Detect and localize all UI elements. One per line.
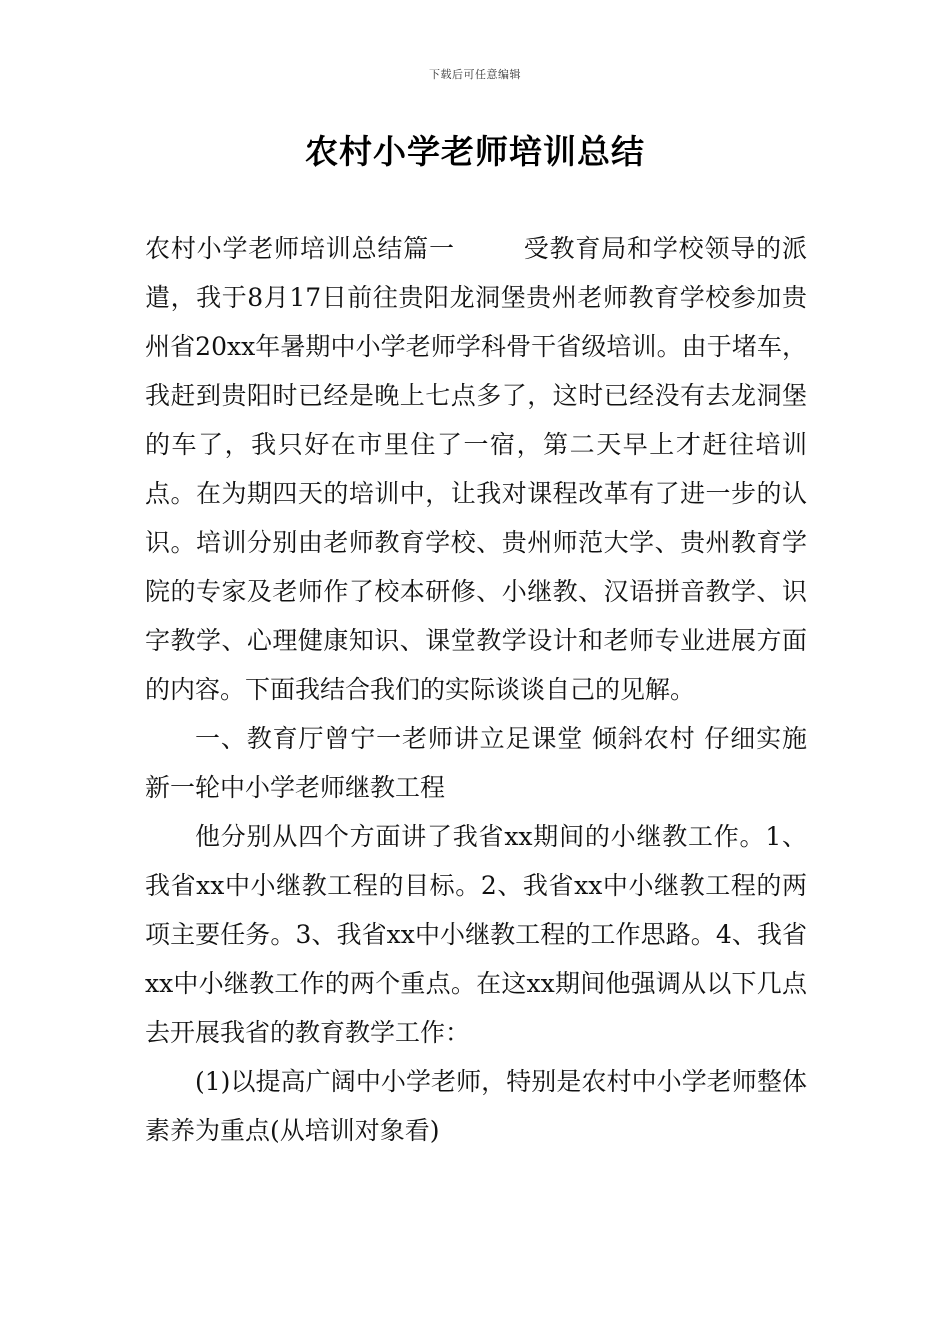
body-paragraph: 他分别从四个方面讲了我省xx期间的小继教工作。1、我省xx中小继教工程的目标。2、我省xx中小继教工程的两项主要任务。3、我省xx中小继教工程的工作思路。4、我省xx中小继教工作的两个重点。在这xx期间他强调从以下几点去开展我省的教育教学工作：	[145, 822, 807, 1047]
paragraph-text: 受教育局和学校领导的派遣，我于8月17日前往贵阳龙洞堡贵州老师教育学校参加贵州省20xx年暑期中小学老师学科骨干省级培训。由于堵车，我赶到贵阳时已经是晚上七点多了，这时已经没有去龙洞堡的车了，我只好在市里住了一宿，第二天早上才赶往培训点。在为期四天的培训中，让我对课程改革有了进一步的认识。培训分别由老师教育学校、贵州师范大学、贵州教育学院的专家及老师作了校本研修、小继教、汉语拼音教学、识字教学、心理健康知识、课堂教学设计和老师专业进展方面的内容。下面我结合我们的实际谈谈自己的见解。	[145, 234, 807, 704]
intro-paragraph	[145, 224, 807, 714]
document-body	[145, 224, 807, 1155]
page-title: 农村小学老师培训总结	[305, 132, 645, 171]
header-note: 下载后可任意编辑	[429, 68, 521, 81]
section-heading-paragraph: 一、教育厅曾宁一老师讲立足课堂 倾斜农村 仔细实施新一轮中小学老师继教工程	[145, 724, 807, 802]
body-paragraph: (1)以提高广阔中小学老师，特别是农村中小学老师整体素养为重点(从培训对象看)	[145, 1067, 807, 1145]
section-heading: 农村小学老师培训总结篇一	[145, 234, 455, 263]
